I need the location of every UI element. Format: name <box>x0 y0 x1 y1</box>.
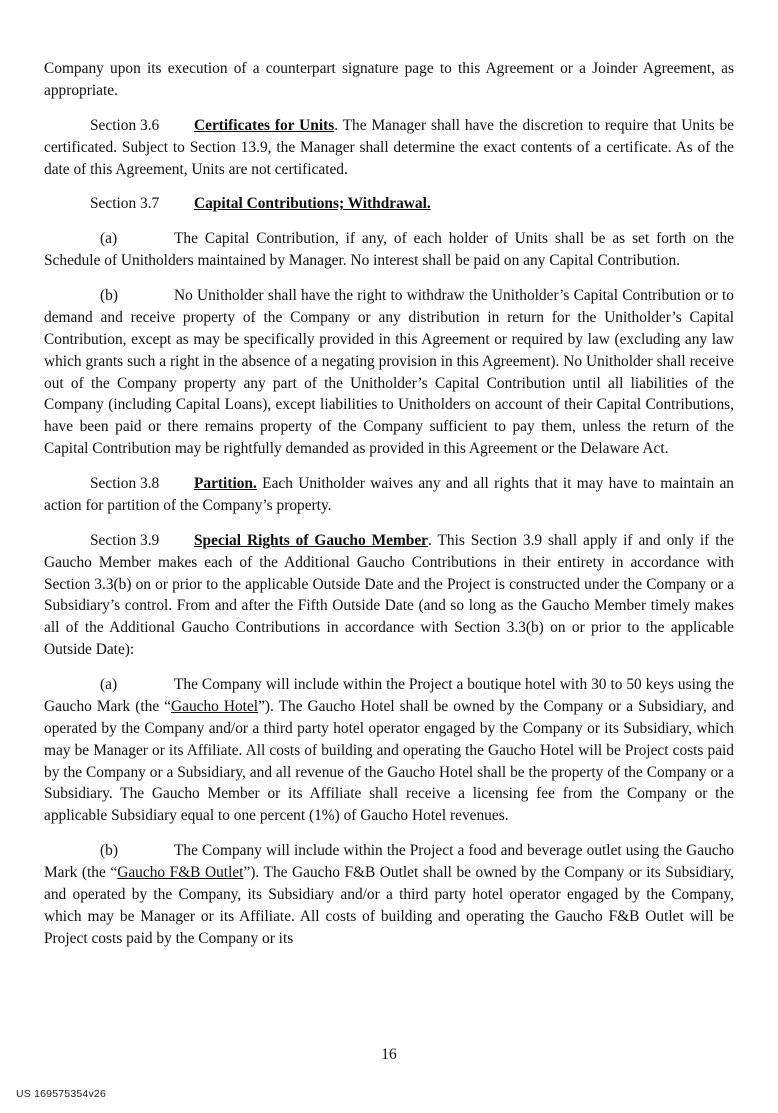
paragraph-continuation: Company upon its execution of a counterpart signature page to this Agreement or a Joinder Agreement, as appropriate. <box>44 60 734 99</box>
section-3-7-item-b-label: (b) <box>100 287 118 304</box>
section-3-9-item-b <box>44 840 734 949</box>
section-3-7-item-b-text: No Unitholder shall have the right to withdraw the Unitholder’s Capital Contribution or to demand and receive property of the Company or any distribution in return for the Unitholder’s Capital Contribution, except as may be specifically provided in this Agreement or required by law (excluding any law which grants such a right in the absence of a negating provision in this Agreement). No Unitholder shall receive out of the Company property any part of the Unitholder’s Capital Contribution until all liabilities of the Company (including Capital Loans), except liabilities to Unitholders on account of their Capital Contributions, have been paid or there remains property of the Company sufficient to pay them, unless the return of the Capital Contribution may be rightfully demanded as provided in this Agreement or the Delaware Act. <box>44 287 734 458</box>
section-3-9-item-b-label: (b) <box>100 842 118 860</box>
section-3-8-number: Section 3.8 <box>90 475 160 492</box>
section-3-6-text: . The Manager shall have the discretion to require that Units be certificated. Subject to Section 13.9, the Manager shall determine the exact contents of a certificate. As of the date of this Agreement, Units are not certificated. <box>44 116 735 178</box>
document-body <box>44 58 734 950</box>
section-3-8-heading: Partition. <box>194 475 257 492</box>
section-3-6 <box>44 115 734 181</box>
section-3-6-heading: Certificates for Units <box>194 116 335 134</box>
section-3-9-item-b-text-2: ”). The Gaucho F&B Outlet shall be owned by the Company or its Subsidiary, and operated by the Company, its Subsidiary and/or a third party hotel operator engaged by the Company, which may be Manager or its Affiliate. All costs of building and operating the Gaucho F&B Outlet will be Project costs paid by the Company or its <box>44 864 734 947</box>
section-3-7-item-a-label: (a) <box>100 230 118 248</box>
section-3-7-heading: Capital Contributions; Withdrawal. <box>194 195 431 213</box>
section-3-7-item-a <box>44 228 734 272</box>
section-3-8-text: Each Unitholder waives any and all rights that it may have to maintain an action for partition of the Company’s property. <box>44 475 734 514</box>
section-3-9-item-a-label: (a) <box>100 676 118 693</box>
section-3-7-number: Section 3.7 <box>90 195 160 213</box>
section-3-9-text: . This Section 3.9 shall apply if and only if the Gaucho Member makes each of the Additional Gaucho Contributions in their entirety in accordance with Section 3.3(b) on or prior to the applicable Outside Date and the Project is constructed under the Company or a Subsidiary’s control. From and after the Fifth Outside Date (and so long as the Gaucho Member timely makes all of the Additional Gaucho Contributions in accordance with Section 3.3(b) on or prior to the applicable Outside Date): <box>44 531 735 659</box>
section-3-9-item-a-defined-term: Gaucho Hotel <box>171 697 259 715</box>
section-3-9-item-a-text-2: ”). The Gaucho Hotel shall be owned by the Company or a Subsidiary, and operated by the Company and/or a third party hotel operator engaged by the Company or its Subsidiary, which may be Manager or its Affiliate. All costs of building and operating the Gaucho Hotel will be Project costs paid by the Company or a Subsidiary, and all revenue of the Gaucho Hotel shall be the property of the Company or a Subsidiary. The Gaucho Member or its Affiliate shall receive a licensing fee from the Company or the applicable Subsidiary equal to one percent (1%) of Gaucho Hotel revenues. <box>44 697 734 825</box>
section-3-9 <box>44 530 734 661</box>
page-number: 16 <box>381 1046 397 1063</box>
section-3-9-item-a <box>44 674 734 827</box>
section-3-7 <box>44 193 734 215</box>
section-3-9-item-b-text-1: The Company will include within the Project a food and beverage outlet using the Gaucho Mark (the “ <box>44 842 734 881</box>
section-3-9-item-a-text-1: The Company will include within the Project a boutique hotel with 30 to 50 keys using the Gaucho Mark (the “ <box>44 676 734 715</box>
section-3-7-item-b <box>44 285 734 460</box>
section-3-9-heading: Special Rights of Gaucho Member <box>194 531 429 549</box>
section-3-6-number: Section 3.6 <box>90 116 160 134</box>
section-3-9-number: Section 3.9 <box>90 531 160 549</box>
document-id-footer: US 169575354v26 <box>16 1088 106 1100</box>
section-3-9-item-b-defined-term: Gaucho F&B Outlet <box>117 864 244 881</box>
section-3-8 <box>44 473 734 517</box>
section-3-7-item-a-text: The Capital Contribution, if any, of each holder of Units shall be as set forth on the Schedule of Unitholders maintained by Manager. No interest shall be paid on any Capital Contribution. <box>44 230 734 270</box>
